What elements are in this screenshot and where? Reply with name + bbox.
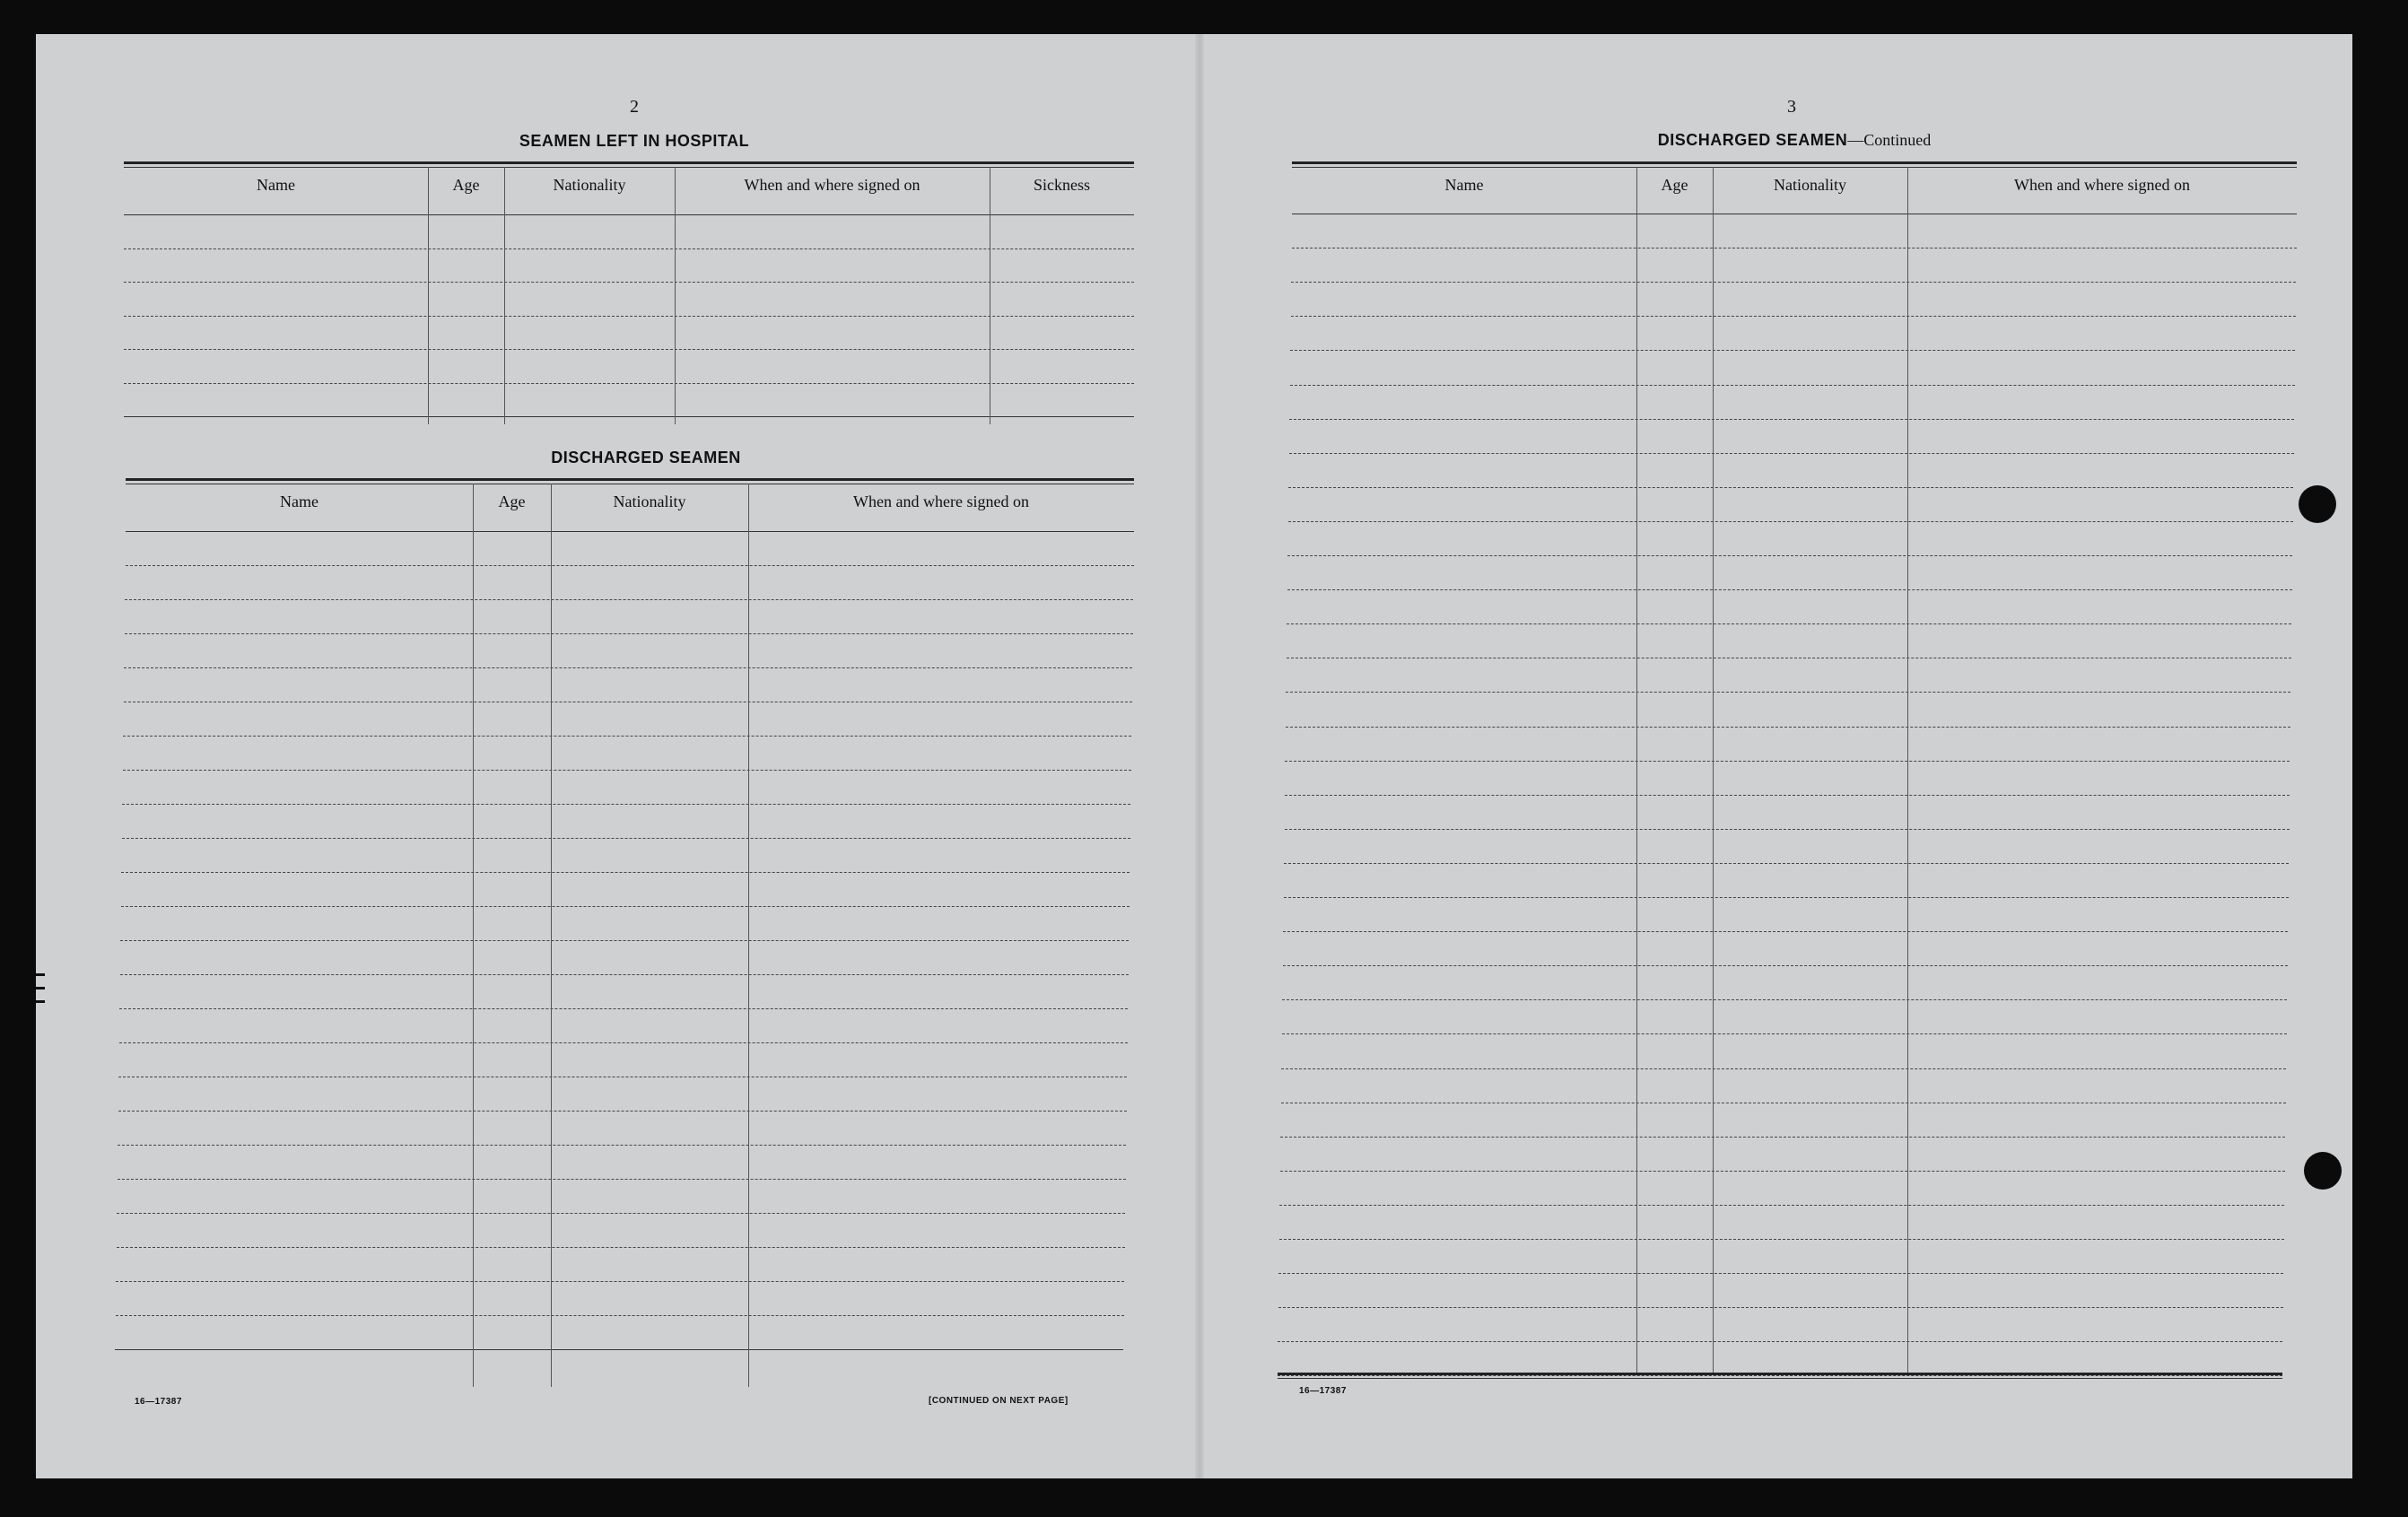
edge-mark — [36, 973, 45, 976]
column-header: Name — [280, 493, 318, 510]
table-row — [122, 838, 1130, 839]
column-divider — [1636, 167, 1637, 1373]
edge-mark — [36, 987, 45, 990]
column-header: Nationality — [553, 176, 626, 194]
table-row — [1285, 761, 2290, 762]
table-row — [1285, 795, 2290, 796]
table-row — [1282, 999, 2287, 1000]
table-row — [124, 349, 1134, 350]
punch-hole-lower — [2304, 1152, 2342, 1190]
table-row — [115, 1349, 1123, 1350]
table-row — [116, 1281, 1124, 1282]
table-row — [1278, 1307, 2283, 1308]
column-header: Age — [498, 493, 526, 510]
table-row — [1291, 316, 2296, 317]
table-row — [1284, 897, 2289, 898]
continued-note: [CONTINUED ON NEXT PAGE] — [929, 1396, 1069, 1406]
table-row — [119, 1042, 1128, 1043]
column-header: Name — [257, 176, 295, 194]
document-sheet — [36, 34, 2352, 1478]
table-row — [1282, 1033, 2287, 1034]
table-row — [1288, 487, 2293, 488]
table-row — [1283, 965, 2288, 966]
table-row — [125, 599, 1133, 600]
table-row — [121, 872, 1130, 873]
punch-hole-upper — [2299, 485, 2336, 523]
table-top-rule — [126, 478, 1134, 484]
table-row — [124, 248, 1134, 249]
table-row — [122, 804, 1130, 805]
column-divider — [473, 484, 474, 1387]
column-header: Nationality — [1774, 176, 1846, 194]
column-header: When and where signed on — [744, 176, 920, 194]
column-header: Sickness — [1034, 176, 1090, 194]
column-header: Name — [1444, 176, 1484, 194]
column-header: Age — [452, 176, 480, 194]
table-row — [1291, 282, 2296, 283]
column-divider — [1907, 167, 1908, 1373]
table-row — [1280, 1137, 2285, 1138]
table-row — [118, 1111, 1127, 1112]
table-row — [121, 906, 1130, 907]
column-header: Nationality — [613, 493, 686, 510]
page-number-right: 3 — [1787, 97, 1796, 117]
column-divider — [675, 167, 676, 424]
table-row — [124, 416, 1134, 417]
table-row — [1286, 727, 2290, 728]
column-header: When and where signed on — [853, 493, 1029, 510]
table-row — [117, 1247, 1125, 1248]
table-row — [119, 1008, 1128, 1009]
discharged-section-title: DISCHARGED SEAMEN — [551, 449, 741, 466]
header-rule — [124, 214, 1134, 215]
table-row — [1289, 419, 2294, 420]
table-row — [125, 633, 1133, 634]
table-row — [1283, 931, 2288, 932]
table-row — [1290, 385, 2295, 386]
table-row — [124, 316, 1134, 317]
table-row — [1278, 1273, 2283, 1274]
page-number-left: 2 — [630, 97, 639, 117]
table-row — [1288, 521, 2293, 522]
table-row — [123, 736, 1131, 737]
table-row — [1281, 1068, 2286, 1069]
table-row — [1290, 350, 2295, 351]
table-row — [116, 1315, 1124, 1316]
table-row — [1278, 1341, 2282, 1342]
table-row — [1287, 589, 2292, 590]
table-row — [1287, 623, 2291, 624]
table-row — [126, 565, 1134, 566]
center-fold — [1195, 34, 1204, 1478]
table-row — [124, 667, 1132, 668]
table-row — [1289, 453, 2294, 454]
table-row — [1280, 1171, 2285, 1172]
table-row — [120, 940, 1129, 941]
table-bottom-rule — [1278, 1373, 2282, 1379]
table-row — [1279, 1239, 2284, 1240]
table-row — [117, 1213, 1125, 1214]
table-row — [1284, 863, 2289, 864]
table-row — [1285, 829, 2290, 830]
table-row — [118, 1179, 1126, 1180]
table-row — [123, 770, 1131, 771]
table-top-rule — [124, 161, 1134, 168]
table-row — [124, 383, 1134, 384]
column-divider — [1713, 167, 1714, 1373]
table-row — [120, 974, 1129, 975]
table-row — [1286, 692, 2290, 693]
form-number-left: 16—17387 — [135, 1397, 182, 1407]
table-top-rule — [1292, 161, 2297, 168]
column-divider — [551, 484, 552, 1387]
edge-mark — [36, 1000, 45, 1003]
table-row — [118, 1145, 1126, 1146]
column-divider — [504, 167, 505, 424]
column-divider — [748, 484, 749, 1387]
column-header: Age — [1661, 176, 1688, 194]
table-row — [1287, 555, 2292, 556]
hospital-section-title: SEAMEN LEFT IN HOSPITAL — [519, 132, 750, 150]
header-rule — [126, 531, 1134, 532]
table-row — [124, 282, 1134, 283]
discharged-continued-title-main: DISCHARGED SEAMEN — [1657, 131, 1848, 149]
table-row — [1279, 1205, 2284, 1206]
column-divider — [428, 167, 429, 424]
column-header: When and where signed on — [2014, 176, 2190, 194]
discharged-continued-title — [1561, 131, 2028, 150]
form-number-right: 16—17387 — [1299, 1386, 1347, 1396]
continued-suffix: —Continued — [1847, 131, 1932, 149]
